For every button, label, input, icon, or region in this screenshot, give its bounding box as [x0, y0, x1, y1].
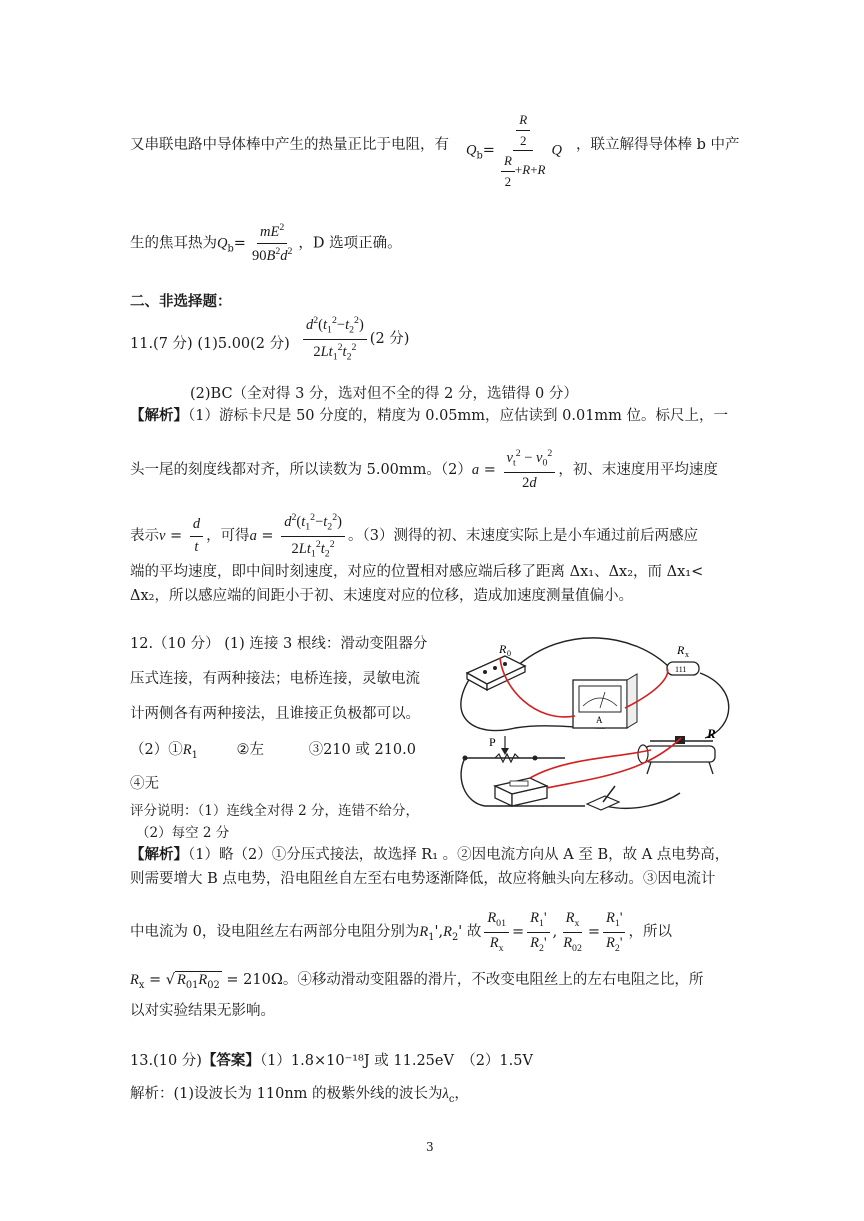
q11-analysis-1-text: （1）游标卡尺是 50 分度的，精度为 0.05mm，应估读到 0.01mm 位。标尺上，一	[188, 408, 729, 424]
intro-line1-post: ，联立解得导体棒 b 中产	[576, 137, 740, 153]
q12-analysis-2: 则需要增大 B 点电势，沿电阻丝自左至右电势逐渐降低，故应将触头向左移动。③因电流计	[130, 871, 716, 887]
label-p: P	[489, 735, 496, 749]
label-rx-sub: x	[685, 650, 689, 659]
intro-line-2: 生的焦耳热为$Q_b=$ $\frac{mE^2}{90B^2d^2}$ ，D 选项正确。	[130, 222, 402, 265]
q11-score: (2 分)	[369, 331, 410, 348]
section-title: 二、非选择题：	[130, 293, 232, 310]
q12-grading-1: 评分说明：（1）连线全对得 2 分，连错不给分，	[130, 803, 420, 819]
q11-formula: $\frac{d^2(t_1^2-t_2^2)}{2Lt_1^2t_2^2}$ (2 分)	[300, 315, 409, 363]
q11-analysis-2-pre: 头一尾的刻度线都对齐，所以读数为 5.00mm。（2）	[130, 461, 472, 478]
q11-head-text: 11.(7 分) (1)5.00(2 分)	[130, 336, 290, 352]
slide-wire	[463, 735, 566, 762]
resistance-box-r0	[467, 642, 525, 690]
circuit-diagram	[455, 628, 745, 818]
q13-line-2: 解析：(1)设波长为 110nm 的极紫外线的波长为$\lambda_c$，	[130, 1086, 469, 1105]
q13-line2-text: 解析：(1)设波长为 110nm 的极紫外线的波长为	[130, 1086, 443, 1102]
intro-line-1	[130, 133, 449, 154]
q12-analysis-4-post: 。④移动滑动变阻器的滑片，不改变电阻丝上的左右电阻之比，所	[282, 972, 704, 988]
intro-line2-text: 生的焦耳热为	[130, 235, 217, 252]
q11-analysis-4: 端的平均速度，即中间时刻速度，对应的位置相对感应端后移了距离 Δx₁、Δx₂，而 Δx₁<	[130, 564, 704, 580]
q12-analysis-3-mid: 故	[466, 924, 482, 941]
label-rx: R	[677, 643, 685, 657]
q13-line-1	[130, 1049, 533, 1070]
q11-part2: (2)BC（全对得 3 分，选对但不全的得 2 分，选错得 0 分）	[190, 386, 578, 402]
label-r0-sub: 0	[507, 649, 511, 658]
q13-line1-pre: 13.(10 分)	[130, 1053, 202, 1069]
intro-line1-text: 又串联电路中导体棒中产生的热量正比于电阻，有	[130, 137, 449, 153]
q11-analysis-3-pre: 表示	[130, 528, 159, 545]
page-number: 3	[426, 1140, 434, 1154]
q12-analysis-3: 中电流为 0，设电阻丝左右两部分电阻分别为$R_1',R_2'$ 故 $\frac{R_{01}}{R_x}$ = $\frac{R_1'}{R_2'}$ , $\frac{R_x}{R_{02}}$ = $\frac{R_1'}{R_2'}$ ，所以	[130, 910, 672, 954]
q12-analysis-tag: 【解析】	[130, 846, 188, 863]
q11-analysis-tag: 【解析】	[130, 407, 188, 424]
q13-answer-tag: 【答案】	[201, 1052, 260, 1069]
battery-box	[495, 778, 547, 806]
q12-line-2: 压式连接，有两种接法；电桥连接，灵敏电流	[130, 671, 420, 687]
q11-analysis-2-post: ，初、末速度用平均速度	[558, 461, 718, 478]
q12-ans-c: ③210 或 210.0	[308, 742, 416, 758]
q12-analysis-3-pre: 中电流为 0，设电阻丝左右两部分电阻分别为	[130, 924, 420, 941]
q11-analysis-3-mid: ，可得	[206, 528, 250, 545]
q11-analysis-1	[130, 404, 728, 425]
q12-analysis-1	[130, 843, 729, 864]
q12-ans-b: ②左	[236, 742, 264, 758]
q12-answers: $(2)①R_1$ ②左 ③210 或 210.0	[130, 742, 416, 761]
svg-text:111: 111	[675, 665, 687, 674]
q11-head	[130, 332, 290, 353]
label-r0: R	[499, 642, 507, 656]
intro-line-1-tail	[576, 133, 740, 154]
q12-ans-d: ④无	[130, 776, 159, 792]
red-wire-3	[530, 750, 651, 778]
q11-analysis-3-post: 。（3）测得的初、末速度实际上是小车通过前后两感应	[347, 528, 698, 545]
q11-analysis-3: 表示v = $\frac{d}{t}$ ，可得a = $\frac{d^2(t_1^2-t_2^2)}{2Lt_1^2t_2^2}$ 。（3）测得的初、末速度实际上是小车通过前后两感应	[130, 512, 698, 560]
svg-text:A: A	[596, 715, 603, 725]
q12-ans-a: （2）①	[130, 742, 183, 758]
formula-qb: $Q_b=$ $\frac{R}{2}$ $\frac{R}{2}$ +R+R Q	[466, 112, 562, 189]
intro-line2-post: ，D 选项正确。	[298, 235, 402, 252]
q13-line1-post: （1）1.8×10⁻¹⁸J 或 11.25eV （2）1.5V	[259, 1053, 533, 1069]
galvanometer	[573, 674, 637, 728]
q12-grading-2: （2）每空 2 分	[136, 825, 230, 841]
q12-analysis-1-text: （1）略（2）①分压式接法，故选择 R₁ 。②因电流方向从 A 至 B，故 A 点电势高，	[188, 847, 730, 863]
q12-analysis-4: $R_x$ = √ $R_{01}R_{02} = 210\Omega$。④移动滑动变阻器的滑片，不改变电阻丝上的左右电阻之比，所	[130, 972, 704, 991]
switch	[587, 786, 619, 810]
q12-line-3: 计两侧各有两种接法，且谁接正负极都可以。	[130, 706, 420, 722]
q11-analysis-5: Δx₂，所以感应端的间距小于初、末速度对应的位移，造成加速度测量值偏小。	[130, 588, 633, 604]
resistor-rx	[667, 643, 699, 675]
label-r: R	[707, 726, 716, 741]
q11-analysis-2: 头一尾的刻度线都对齐，所以读数为 5.00mm。（2）a = $\frac{v_t^2 - v_0^2}{2d}$ ，初、末速度用平均速度	[130, 448, 718, 491]
q12-analysis-3-post: ，所以	[628, 924, 672, 941]
q12-analysis-5: 以对实验结果无影响。	[130, 1003, 275, 1019]
wire-top	[515, 638, 670, 668]
q12-line-1: 12.（10 分） (1) 连接 3 根线：滑动变阻器分	[130, 636, 428, 652]
